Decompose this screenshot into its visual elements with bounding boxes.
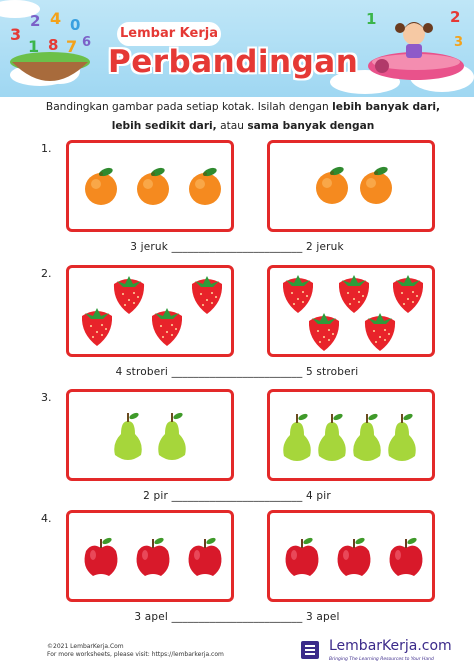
question-number: 3. <box>41 391 52 404</box>
orange-icon <box>137 166 169 205</box>
instructions <box>38 98 448 136</box>
fruit-group <box>270 268 432 354</box>
fruit-group <box>270 143 432 229</box>
strawberry-icon <box>82 308 112 346</box>
apple-icon <box>286 537 319 576</box>
strawberry-icon <box>339 275 369 313</box>
fruit-group <box>69 143 231 229</box>
orange-icon <box>189 166 221 205</box>
strawberry-icon <box>309 313 339 351</box>
pear-icon <box>353 413 381 461</box>
strawberry-icon <box>283 275 313 313</box>
question-number: 2. <box>41 267 52 280</box>
book-logo-icon <box>299 638 323 662</box>
decor-digit: 7 <box>66 37 78 56</box>
page-title: Perbandingan <box>108 44 359 80</box>
right-picture-box <box>267 140 435 232</box>
right-count-label: 4 pir <box>305 490 331 502</box>
left-picture-box <box>66 140 234 232</box>
fruit-group <box>69 392 231 478</box>
comparison-line <box>60 611 414 623</box>
left-count-label: 4 stroberi <box>115 366 169 378</box>
left-picture-box <box>66 265 234 357</box>
comparison-line <box>60 490 414 502</box>
option-less-than: lebih sedikit dari, <box>111 120 217 132</box>
decor-digit: 1 <box>28 37 40 56</box>
pear-icon <box>318 413 346 461</box>
decor-digit: 0 <box>70 16 81 34</box>
fruit-group <box>69 268 231 354</box>
apple-icon <box>189 537 222 576</box>
left-count-label: 3 jeruk <box>130 241 169 253</box>
worksheet-subtitle: Lembar Kerja <box>117 22 221 46</box>
decor-digit: 6 <box>82 35 92 50</box>
left-count-label: 3 apel <box>134 611 169 623</box>
apple-icon <box>137 537 170 576</box>
brand-name: LembarKerja.com <box>329 638 452 654</box>
right-count-label: 3 apel <box>305 611 340 623</box>
decor-digit: 3 <box>10 25 22 44</box>
orange-icon <box>316 165 348 204</box>
pear-icon <box>158 412 186 460</box>
fruit-group <box>270 392 432 478</box>
instruction-text: Bandingkan gambar pada setiap kotak. Isilah dengan <box>45 101 333 113</box>
fruit-group <box>69 513 231 599</box>
apple-icon <box>390 537 423 576</box>
left-count-label: 2 pir <box>143 490 169 502</box>
right-picture-box <box>267 265 435 357</box>
decor-digit: 2 <box>450 8 461 26</box>
right-count-label: 2 jeruk <box>305 241 344 253</box>
brand-tagline: Bringing The Learning Resources to Your Hand <box>329 657 434 662</box>
question-number: 1. <box>41 142 52 155</box>
decor-digit: 4 <box>50 9 62 28</box>
comparison-line <box>60 366 414 378</box>
answer-blank[interactable]: ________________________ <box>171 490 303 502</box>
right-picture-box <box>267 389 435 481</box>
orange-icon <box>360 165 392 204</box>
decor-digit: 3 <box>454 35 464 50</box>
right-picture-box <box>267 510 435 602</box>
option-more-than: lebih banyak dari, <box>332 101 441 113</box>
fruit-group <box>270 513 432 599</box>
decor-digit: 1 <box>366 10 377 28</box>
number-island-illustration <box>0 0 100 97</box>
website-text: For more worksheets, please visit: https://lembarkerja.com <box>47 651 224 658</box>
apple-icon <box>85 537 118 576</box>
answer-blank[interactable]: ________________________ <box>171 611 303 623</box>
strawberry-icon <box>365 313 395 351</box>
strawberry-icon <box>114 276 144 314</box>
answer-blank[interactable]: ________________________ <box>171 366 303 378</box>
comparison-line <box>60 241 414 253</box>
girl-rocket-illustration <box>354 0 474 97</box>
decor-digit: 8 <box>48 36 59 54</box>
decor-digit: 2 <box>30 12 41 30</box>
option-equal: sama banyak dengan <box>247 120 375 132</box>
apple-icon <box>338 537 371 576</box>
strawberry-icon <box>393 275 423 313</box>
header-banner <box>0 0 474 97</box>
footer-credits <box>47 643 224 659</box>
copyright-text: ©2021 LembarKerja.Com <box>47 643 124 650</box>
orange-icon <box>85 166 117 205</box>
pear-icon <box>114 412 142 460</box>
pear-icon <box>283 413 311 461</box>
answer-blank[interactable]: ________________________ <box>171 241 303 253</box>
right-count-label: 5 stroberi <box>305 366 359 378</box>
question-number: 4. <box>41 512 52 525</box>
left-picture-box <box>66 389 234 481</box>
left-picture-box <box>66 510 234 602</box>
strawberry-icon <box>152 308 182 346</box>
pear-icon <box>388 413 416 461</box>
instruction-text: atau <box>216 120 248 132</box>
strawberry-icon <box>192 276 222 314</box>
